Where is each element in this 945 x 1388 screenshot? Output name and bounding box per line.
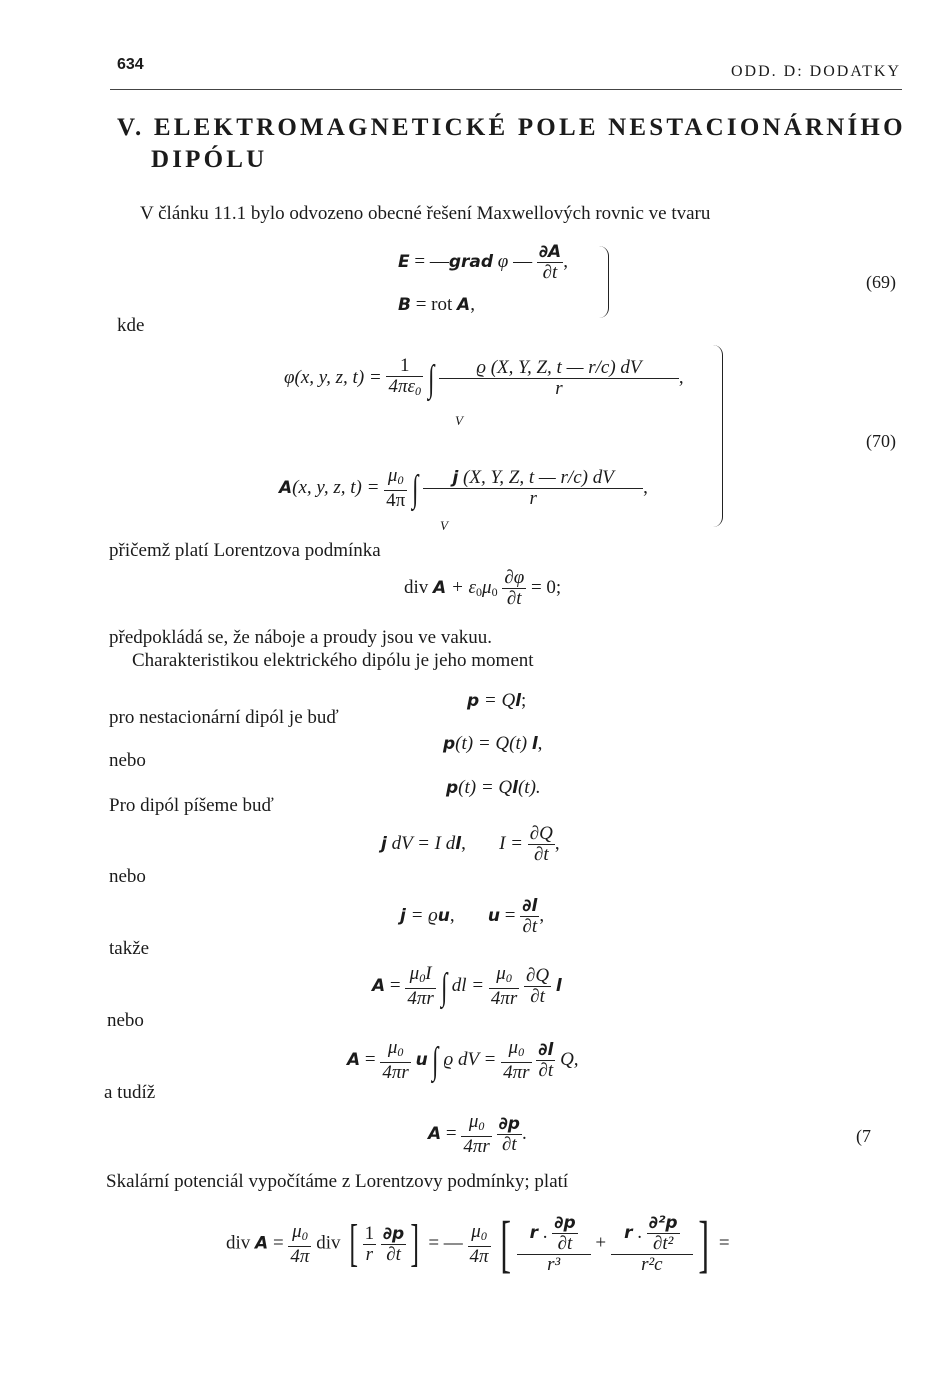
- page-number: 634: [117, 56, 144, 73]
- section-title-line1: V. ELEKTROMAGNETICKÉ POLE NESTACIONÁRNÍHO: [117, 114, 906, 141]
- equation-B: B = rot A,: [398, 294, 475, 315]
- equation-A: A(x, y, z, t) = $\frac{\mu_0}{4\pi}$ ∫ $\frac{j (X, Y, Z, t — r/c) dV}{r}$ ,: [279, 465, 648, 511]
- volume-label-2: V: [440, 518, 448, 533]
- equation-j-rho-u: j = ϱu, u = $\frac{\partial l}{\partial t}$ ,: [400, 896, 545, 937]
- intro-paragraph: V článku 11.1 bylo odvozeno obecné řešení Maxwellových rovnic ve tvaru: [140, 203, 711, 224]
- equation-number-71: (7: [856, 1126, 871, 1146]
- characteristic-text: Charakteristikou elektrického dipólu je jeho moment: [132, 650, 534, 671]
- equation-phi: φ(x, y, z, t) = $\frac{1}{4\pi\varepsilon_0}$ ∫ $\frac{ϱ (X, Y, Z, t — r/c) dV}{r}$ ,: [284, 355, 684, 400]
- section-title-line2: DIPÓLU: [151, 146, 268, 173]
- equation-jdV: j dV = I dl, I = $\frac{\partial Q}{\partial t}$ ,: [381, 823, 560, 865]
- nebo-text-3: nebo: [107, 1010, 144, 1031]
- section-title: [117, 112, 906, 176]
- nebo-text-1: nebo: [109, 750, 146, 771]
- integral-sign: ∫: [432, 1039, 439, 1082]
- scalar-text: Skalární potenciál vypočítáme z Lorentzovy podmínky; platí: [106, 1171, 569, 1192]
- brace-69: [598, 246, 609, 318]
- takze-text: takže: [109, 938, 150, 959]
- equation-number-69: (69): [866, 272, 896, 292]
- equation-number-70: (70): [866, 431, 896, 451]
- equation-div-A: div A = $\frac{\mu_0}{4\pi}$ div [ $\frac{1}{r}$ $\frac{\partial p}{\partial t}$ ] = — $\frac{\mu_0}{4\pi}$ [ r . $\frac{\partial p}{\partial t}$ r³ + r . $\frac{\text{∂²p}}{\text{∂t²}}$ r²c ] =: [226, 1208, 730, 1279]
- atudiz-text: a tudíž: [104, 1082, 156, 1103]
- brace-70: [710, 345, 723, 527]
- integral-sign: ∫: [427, 357, 435, 400]
- for-dipole-text: Pro dipól píšeme buď: [109, 795, 274, 816]
- equation-p: p = Ql;: [467, 690, 527, 711]
- equation-pt1: p(t) = Q(t) l,: [443, 733, 543, 754]
- vacuum-text: předpokládá se, že náboje a proudy jsou ve vakuu.: [109, 627, 493, 648]
- integral-sign: ∫: [412, 467, 419, 510]
- equation-A-u: A = $\frac{\mu_0}{4\pi r}$ u ∫ ϱ dV = $\frac{\mu_0}{4\pi r}$ $\frac{\partial l}{\partial t}$ Q,: [347, 1037, 579, 1083]
- lorentz-condition: div $A + \varepsilon_0\mu_0$ $\frac{\partial\varphi}{\partial t}$ = 0;: [404, 567, 562, 609]
- header-rule: [110, 89, 902, 90]
- equation-pt2: p(t) = Ql(t).: [446, 777, 541, 798]
- integral-sign: ∫: [440, 965, 447, 1008]
- equation-E: E = —grad φ — $\frac{\partial A}{\partial t}$ ,: [398, 242, 568, 283]
- nebo-text-2: nebo: [109, 866, 146, 887]
- equation-A-integral: A = $\frac{\mu_0I}{4\pi r}$ ∫ dl = $\frac{\mu_0}{4\pi r}$ $\frac{\partial Q}{\partial t}$ l: [372, 963, 562, 1009]
- lorentz-intro-text: přičemž platí Lorentzova podmínka: [109, 540, 381, 561]
- running-head: ODD. D: DODATKY: [731, 63, 901, 80]
- nonstationary-text: pro nestacionární dipól je buď: [109, 707, 339, 728]
- equation-A-dp: A = $\frac{\mu_0}{4\pi r}$ $\frac{\partial p}{\partial t}$ .: [428, 1111, 527, 1157]
- volume-label-1: V: [455, 413, 463, 428]
- kde-text: kde: [117, 315, 145, 336]
